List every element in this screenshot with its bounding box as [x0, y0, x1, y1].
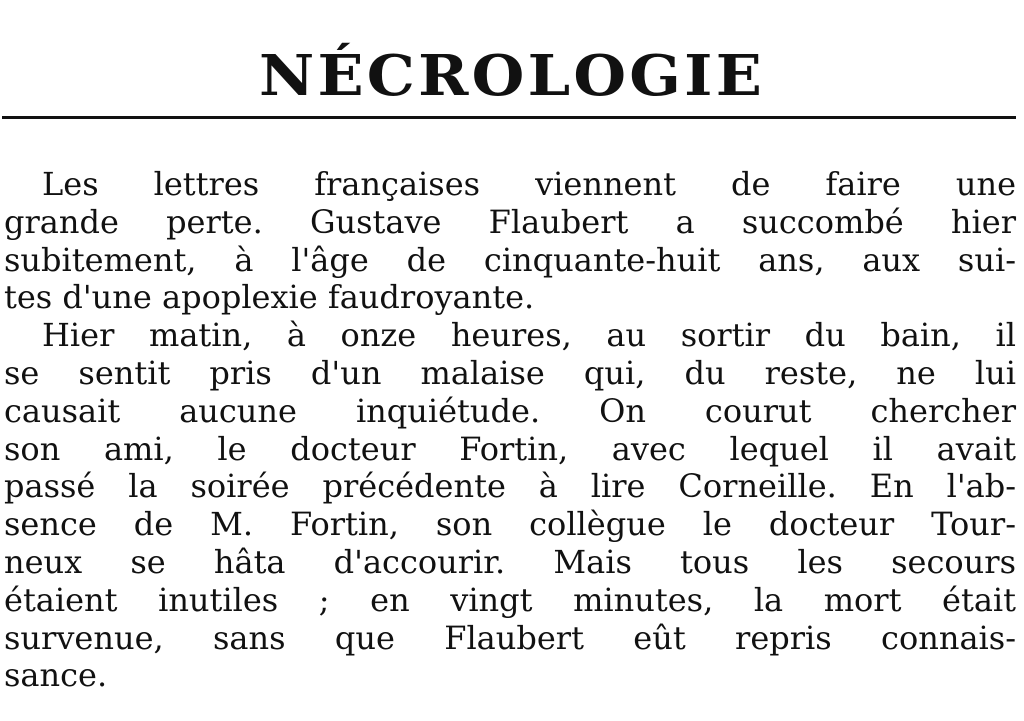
text-line: se sentit pris d'un malaise qui, du reste, ne lui — [4, 353, 1016, 392]
article-body — [4, 166, 1016, 695]
text-line: neux se hâta d'accourir. Mais tous les secours — [4, 542, 1016, 581]
text-line: causait aucune inquiétude. On courut chercher — [4, 391, 1016, 430]
paragraph — [4, 166, 1016, 317]
text-line: survenue, sans que Flaubert eût repris connais- — [4, 618, 1016, 657]
text-line: subitement, à l'âge de cinquante-huit ans, aux sui- — [4, 240, 1016, 279]
text-line: tes d'une apoplexie faudroyante. — [4, 278, 535, 317]
title-divider — [2, 116, 1016, 119]
text-line: Les lettres françaises viennent de faire une — [42, 165, 1016, 203]
paragraph — [4, 317, 1016, 695]
page-title: NÉCROLOGIE — [258, 42, 766, 109]
text-line: étaient inutiles ; en vingt minutes, la mort était — [4, 580, 1016, 619]
text-line: grande perte. Gustave Flaubert a succombé hier — [4, 202, 1016, 241]
text-line: sance. — [4, 656, 108, 695]
text-line: sence de M. Fortin, son collègue le docteur Tour- — [4, 505, 1016, 544]
text-line: son ami, le docteur Fortin, avec lequel il avait — [4, 429, 1016, 468]
text-line: passé la soirée précédente à lire Corneille. En l'ab- — [4, 467, 1016, 506]
text-line: Hier matin, à onze heures, au sortir du bain, il — [42, 316, 1016, 355]
